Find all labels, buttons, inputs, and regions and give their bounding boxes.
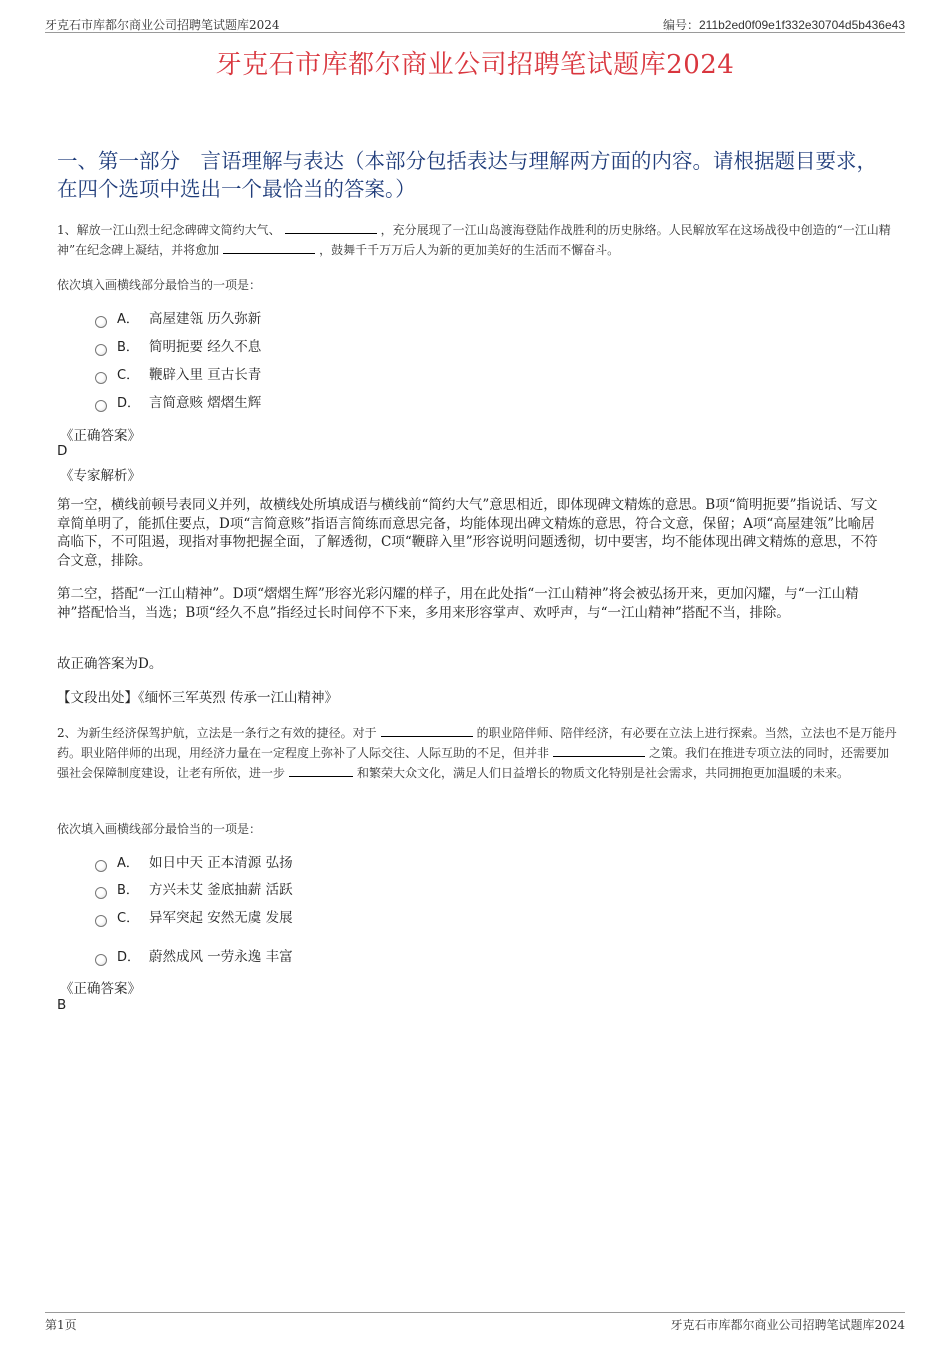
option-letter: D． bbox=[117, 396, 141, 411]
option-text: 方兴未艾 釜底抽薪 活跃 bbox=[149, 882, 293, 898]
q2-option-c[interactable] bbox=[95, 908, 293, 928]
q2-text-d: 和繁荣大众文化，满足人们日益增长的物质文化特别是社会需求，共同拥抱更加温暖的未来。 bbox=[357, 766, 850, 780]
q2-text-b: 的职业陪伴师、陪伴经济，有必要在立法上进行探索。当然，立法也不是万能丹药。职业陪伴师的出现，用经济力量在一定程度上弥补了人际交往、人际互助的不足，但并非 bbox=[57, 726, 897, 760]
option-letter: B． bbox=[117, 883, 139, 898]
radio-icon[interactable] bbox=[95, 915, 107, 927]
radio-icon[interactable] bbox=[95, 400, 107, 412]
radio-icon[interactable] bbox=[95, 316, 107, 328]
option-letter: C． bbox=[117, 368, 140, 383]
option-letter: B． bbox=[117, 340, 139, 355]
section-title: 一、第一部分 言语理解与表达（本部分包括表达与理解两方面的内容。请根据题目要求，在四个选项中选出一个最恰当的答案。） bbox=[57, 149, 877, 201]
option-text: 异军突起 安然无虞 发展 bbox=[149, 910, 293, 926]
radio-icon[interactable] bbox=[95, 954, 107, 966]
radio-icon[interactable] bbox=[95, 887, 107, 899]
q1-option-a[interactable] bbox=[95, 309, 261, 329]
q2-prompt: 依次填入画横线部分最恰当的一项是： bbox=[57, 822, 262, 836]
option-letter: A． bbox=[117, 856, 139, 871]
q1-blank-2 bbox=[223, 243, 315, 254]
q2-option-d[interactable] bbox=[95, 947, 293, 967]
q1-answer: D bbox=[57, 443, 68, 459]
q2-text-c: 之策。我们在推进专项立法的同时，还需要加强社会保障制度建设，让老有所依，进一步 bbox=[57, 746, 890, 780]
option-text: 高屋建瓴 历久弥新 bbox=[149, 311, 262, 327]
q2-text-a: 2、为新生经济保驾护航，立法是一条行之有效的捷径。对于 bbox=[57, 726, 377, 740]
footer-title: 牙克石市库都尔商业公司招聘笔试题库2024 bbox=[670, 1318, 905, 1332]
q1-prompt: 依次填入画横线部分最恰当的一项是： bbox=[57, 278, 262, 292]
question-2-text bbox=[57, 723, 897, 783]
option-text: 鞭辟入里 亘古长青 bbox=[149, 367, 262, 383]
radio-icon[interactable] bbox=[95, 344, 107, 356]
header-code-value: 211b2ed0f09e1f332e30704d5b436e43 bbox=[699, 18, 905, 32]
option-letter: A． bbox=[117, 312, 139, 327]
option-text: 蔚然成风 一劳永逸 丰富 bbox=[149, 949, 293, 965]
q2-blank-2 bbox=[553, 746, 645, 757]
q2-option-a[interactable] bbox=[95, 853, 293, 873]
q2-option-b[interactable] bbox=[95, 880, 293, 900]
option-text: 如日中天 正本清源 弘扬 bbox=[149, 855, 293, 871]
option-text: 简明扼要 经久不息 bbox=[149, 339, 262, 355]
footer-page-number: 第1页 bbox=[45, 1318, 77, 1332]
q2-blank-1 bbox=[381, 726, 473, 737]
header-code bbox=[663, 16, 905, 33]
option-letter: C． bbox=[117, 911, 140, 926]
q1-analysis-3: 故正确答案为D。 bbox=[57, 656, 163, 672]
page-footer bbox=[45, 1312, 905, 1333]
option-letter: D． bbox=[117, 950, 141, 965]
q1-option-d[interactable] bbox=[95, 393, 261, 413]
q1-analysis-1: 第一空，横线前顿号表同义并列，故横线处所填成语与横线前“简约大气”意思相近，即体现碑文精炼的意思。B项“简明扼要”指说话、写文章简单明了，能抓住要点，D项“言简意赅”指语言简练而意思完备，均能体现出碑文精炼的意思，符合文意，保留；A项“高屋建瓴”比喻居高临下，不可阻遏，现指对事物把握全面，了解透彻，C项“鞭辟入里”形容说明问题透彻，切中要害，均不能体现出碑文精炼的意思，不符合文意，排除。 bbox=[57, 497, 878, 569]
q1-analysis-2: 第二空，搭配“一江山精神”。D项“熠熠生辉”形容光彩闪耀的样子，用在此处指“一江山精神”将会被弘扬开来，更加闪耀，与“一江山精神”搭配恰当，当选；B项“经久不息”指经过长时间停不下来，多用来形容掌声、欢呼声，与“一江山精神”搭配不当，排除。 bbox=[57, 586, 859, 621]
q1-text-a: 1、解放一江山烈士纪念碑碑文简约大气、 bbox=[57, 223, 281, 237]
q1-text-b: ，充分展现了一江山岛渡海登陆作战胜利的历史脉络。人民解放军在这场战役中创造的“一江山精神”在纪念碑上凝结，并将愈加 bbox=[57, 223, 891, 257]
option-text: 言简意赅 熠熠生辉 bbox=[149, 395, 262, 411]
q1-blank-1 bbox=[285, 223, 377, 234]
radio-icon[interactable] bbox=[95, 860, 107, 872]
q2-answer: B bbox=[57, 997, 67, 1013]
q2-answer-label: 《正确答案》 bbox=[60, 981, 141, 997]
radio-icon[interactable] bbox=[95, 372, 107, 384]
q1-source: 【文段出处】《缅怀三军英烈 传承一江山精神》 bbox=[57, 690, 339, 706]
page-header bbox=[45, 14, 905, 33]
header-code-label: 编号： bbox=[662, 18, 699, 32]
q1-analysis-label: 《专家解析》 bbox=[60, 468, 141, 484]
q1-option-c[interactable] bbox=[95, 365, 261, 385]
q1-answer-label: 《正确答案》 bbox=[60, 428, 141, 444]
question-1-text bbox=[57, 220, 897, 260]
q1-text-c: ，鼓舞千千万万后人为新的更加美好的生活而不懈奋斗。 bbox=[319, 243, 620, 257]
page-title: 牙克石市库都尔商业公司招聘笔试题库2024 bbox=[215, 50, 735, 80]
q2-blank-3 bbox=[289, 766, 353, 777]
q1-option-b[interactable] bbox=[95, 337, 261, 357]
header-title: 牙克石市库都尔商业公司招聘笔试题库2024 bbox=[45, 18, 280, 32]
